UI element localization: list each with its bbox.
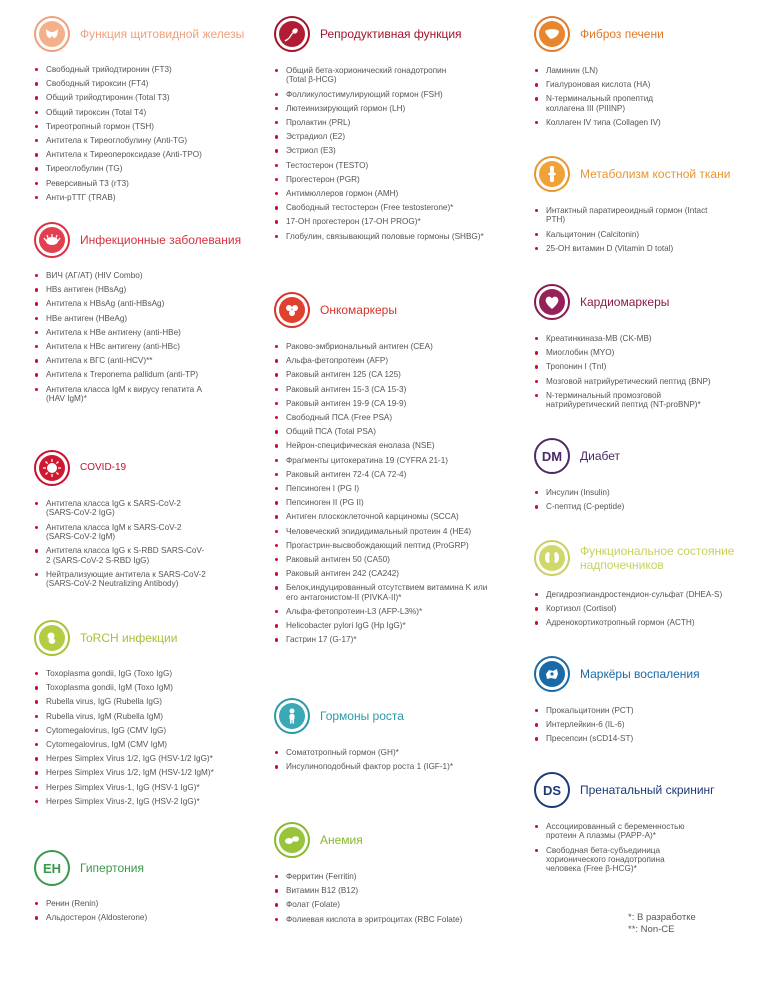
list-item: 25-OH витамин D (Vitamin D total) bbox=[534, 244, 744, 253]
list-item: Раковый антиген 72-4 (CA 72-4) bbox=[274, 470, 494, 479]
list-item: Мозговой натрийуретический пептид (BNP) bbox=[534, 377, 744, 386]
footnotes bbox=[628, 912, 696, 936]
list-item: Ренин (Renin) bbox=[34, 899, 234, 908]
list-item: Тиреоглобулин (TG) bbox=[34, 164, 254, 173]
list-item: Интактный паратиреоидный гормон (Intact PTH) bbox=[534, 206, 716, 225]
list-item: Антитела к Treponema pallidum (anti-TP) bbox=[34, 370, 244, 379]
section-title: Пренатальный скрининг bbox=[580, 783, 715, 797]
list-item: N-терминальный промозговой натрийуретический пептид (NT-proBNP)* bbox=[534, 391, 726, 410]
section-title: Кардиомаркеры bbox=[580, 295, 670, 309]
list-item: HBe антиген (HBeAg) bbox=[34, 314, 244, 323]
section-covid bbox=[34, 450, 234, 593]
list-item: Коллаген IV типа (Collagen IV) bbox=[534, 118, 734, 127]
list-item: Пепсиноген II (PG II) bbox=[274, 498, 494, 507]
section-title: COVID-19 bbox=[80, 462, 127, 473]
footnote-non-ce: **: Non-CE bbox=[628, 924, 675, 935]
sperm-icon bbox=[274, 16, 310, 52]
section-prenatal bbox=[534, 772, 734, 879]
list-item: Пепсиноген I (PG I) bbox=[274, 484, 494, 493]
list-item: Раковый антиген 242 (CA242) bbox=[274, 569, 494, 578]
section-anemia bbox=[274, 822, 494, 929]
list-item: Общий трийодтиронин (Total T3) bbox=[34, 93, 254, 102]
list-item: Антимюллеров гормон (AMH) bbox=[274, 189, 514, 198]
list-item: Фолликулостимулирующий гормон (FSH) bbox=[274, 90, 514, 99]
section-title: Функция щитовидной железы bbox=[80, 27, 245, 41]
list-item: Инсулиноподобный фактор роста 1 (IGF-1)* bbox=[274, 762, 494, 771]
list-item: Антитела к HBe антигену (anti-HBe) bbox=[34, 328, 244, 337]
section-title: Гипертония bbox=[80, 861, 144, 875]
list-item: Прогастрин-высвобождающий пептид (ProGRP) bbox=[274, 541, 494, 550]
list-item: Herpes Simplex Virus-1, IgG (HSV-1 IgG)* bbox=[34, 783, 254, 792]
list-item: Свободный тироксин (FT4) bbox=[34, 79, 254, 88]
list-item: Дегидроэпиандростендион-сульфат (DHEA-S) bbox=[534, 590, 744, 599]
bone-joint-icon bbox=[534, 156, 570, 192]
list-item: Cytomegalovirus, IgM (CMV IgM) bbox=[34, 740, 254, 749]
list-item: Антитела к HBc антигену (anti-HBc) bbox=[34, 342, 244, 351]
section-hypertension bbox=[34, 850, 234, 927]
section-title: Маркёры воспаления bbox=[580, 667, 700, 681]
list-item: Альфа-фетопротеин-L3 (AFP-L3%)* bbox=[274, 607, 494, 616]
cells-icon bbox=[274, 292, 310, 328]
list-item: Реверсивный T3 (rT3) bbox=[34, 179, 254, 188]
list-item: Интерлейкин-6 (IL-6) bbox=[534, 720, 734, 729]
list-item: N-терминальный пропептид коллагена III (PIIINP) bbox=[534, 94, 686, 113]
list-item: Человеческий эпидидимальный протеин 4 (HE4) bbox=[274, 527, 494, 536]
list-item: Общий тироксин (Total T4) bbox=[34, 108, 254, 117]
liver-icon bbox=[534, 16, 570, 52]
list-item: Свободный ПСА (Free PSA) bbox=[274, 413, 494, 422]
list-item: Креатинкиназа-MB (CK-MB) bbox=[534, 334, 744, 343]
footnote-in-development: *: В разработке bbox=[628, 912, 696, 923]
section-title: Метаболизм костной ткани bbox=[580, 167, 731, 181]
list-item: Анти-рТТГ (TRAB) bbox=[34, 193, 254, 202]
section-title: Анемия bbox=[320, 833, 363, 847]
list-item: Helicobacter pylori IgG (Hp IgG)* bbox=[274, 621, 494, 630]
list-item: Rubella virus, IgG (Rubella IgG) bbox=[34, 697, 254, 706]
section-title: Онкомаркеры bbox=[320, 303, 397, 317]
list-item: Rubella virus, IgM (Rubella IgM) bbox=[34, 712, 254, 721]
list-item: Тиреотропный гормон (TSH) bbox=[34, 122, 254, 131]
list-item: Гастрин 17 (G-17)* bbox=[274, 635, 494, 644]
section-adrenal bbox=[534, 540, 744, 633]
section-title: Диабет bbox=[580, 449, 621, 463]
list-item: HBs антиген (HBsAg) bbox=[34, 285, 244, 294]
list-item: Фолиевая кислота в эритроцитах (RBC Folate) bbox=[274, 915, 494, 924]
list-item: Белок,индуцированный отсутствием витамина K или его антагонистом-II (PIVKA-II)* bbox=[274, 583, 491, 602]
section-thyroid bbox=[34, 16, 254, 207]
list-item: Toxoplasma gondii, IgM (Toxo IgM) bbox=[34, 683, 254, 692]
list-item: Антитела класса IgG к S-RBD SARS-CoV-2 (SARS-CoV-2 S-RBD IgG) bbox=[34, 546, 206, 565]
section-title: Гормоны роста bbox=[320, 709, 404, 723]
list-item: Нейрон-специфическая енолаза (NSE) bbox=[274, 441, 494, 450]
pills-icon bbox=[274, 822, 310, 858]
list-item: ВИЧ (АГ/АТ) (HIV Combo) bbox=[34, 271, 244, 280]
list-item: Антитела класса IgM к вирусу гепатита А (HAV IgM)* bbox=[34, 385, 211, 404]
list-item: Прокальцитонин (PCT) bbox=[534, 706, 734, 715]
list-item: 17-OH прогестерон (17-OH PROG)* bbox=[274, 217, 514, 226]
section-cardio bbox=[534, 284, 744, 414]
fetus-icon bbox=[34, 620, 70, 656]
list-item: Прогестерон (PGR) bbox=[274, 175, 514, 184]
ds-icon: DS bbox=[534, 772, 570, 808]
list-item: Herpes Simplex Virus 1/2, IgG (HSV-1/2 IgG)* bbox=[34, 754, 254, 763]
section-title: Репродуктивная функция bbox=[320, 27, 462, 41]
section-growth bbox=[274, 698, 494, 776]
list-item: Пресепсин (sCD14-ST) bbox=[534, 734, 734, 743]
list-item: Соматотропный гормон (GH)* bbox=[274, 748, 494, 757]
list-item: Раковый антиген 19-9 (CA 19-9) bbox=[274, 399, 494, 408]
list-item: Свободный трийодтиронин (FT3) bbox=[34, 65, 254, 74]
list-item: Cytomegalovirus, IgG (CMV IgG) bbox=[34, 726, 254, 735]
list-item: Фолат (Folate) bbox=[274, 900, 494, 909]
list-item: Toxoplasma gondii, IgG (Toxo IgG) bbox=[34, 669, 254, 678]
list-item: Альфа-фетопротеин (AFP) bbox=[274, 356, 494, 365]
section-title: ToRCH инфекции bbox=[80, 631, 178, 645]
list-item: Пролактин (PRL) bbox=[274, 118, 514, 127]
list-item: Свободный тестостерон (Free testosterone)* bbox=[274, 203, 514, 212]
list-item: Витамин B12 (B12) bbox=[274, 886, 494, 895]
list-item: Эстрадиол (E2) bbox=[274, 132, 514, 141]
list-item: Кортизол (Cortisol) bbox=[534, 604, 744, 613]
thyroid-icon bbox=[34, 16, 70, 52]
coronavirus-icon bbox=[34, 450, 70, 486]
section-title: Фиброз печени bbox=[580, 27, 664, 41]
kidneys-icon bbox=[534, 540, 570, 576]
section-infection bbox=[34, 222, 244, 408]
section-oncology bbox=[274, 292, 494, 650]
list-item: Ферритин (Ferritin) bbox=[274, 872, 494, 881]
list-item: С-пептид (С-peptide) bbox=[534, 502, 734, 511]
section-reproductive bbox=[274, 16, 514, 246]
virus-icon bbox=[34, 222, 70, 258]
list-item: Нейтрализующие антитела к SARS-CoV-2 (SARS-CoV-2 Neutralizing Antibody) bbox=[34, 570, 224, 589]
list-item: Антиген плоскоклеточной карциномы (SCCA) bbox=[274, 512, 494, 521]
list-item: Herpes Simplex Virus 1/2, IgM (HSV-1/2 IgM)* bbox=[34, 768, 254, 777]
list-item: Адренокортикотропный гормон (ACTH) bbox=[534, 618, 744, 627]
list-item: Альдостерон (Aldosterone) bbox=[34, 913, 234, 922]
list-item: Раково-эмбриональный антиген (CEA) bbox=[274, 342, 494, 351]
list-item: Раковый антиген 50 (CA50) bbox=[274, 555, 494, 564]
list-item: Тропонин I (TnI) bbox=[534, 362, 744, 371]
list-item: Антитела к Тиреоглобулину (Anti-TG) bbox=[34, 136, 254, 145]
section-bone bbox=[534, 156, 744, 258]
section-inflammation bbox=[534, 656, 734, 749]
section-title: Инфекционные заболевания bbox=[80, 233, 242, 247]
list-item: Раковый антиген 15-3 (CA 15-3) bbox=[274, 385, 494, 394]
eh-icon: EH bbox=[34, 850, 70, 886]
section-title: Функциональное состояние надпочечников bbox=[580, 544, 735, 572]
list-item: Раковый антиген 125 (CA 125) bbox=[274, 370, 494, 379]
section-liver bbox=[534, 16, 734, 132]
inflammation-icon bbox=[534, 656, 570, 692]
list-item: Антитела класса IgM к SARS-CoV-2 (SARS-CoV-2 IgM) bbox=[34, 523, 196, 542]
section-torch bbox=[34, 620, 254, 811]
list-item: Антитела к Тиреопероксидазе (Anti-TPO) bbox=[34, 150, 254, 159]
child-icon bbox=[274, 698, 310, 734]
list-item: Миоглобин (MYO) bbox=[534, 348, 744, 357]
list-item: Антитела к ВГС (anti-HCV)** bbox=[34, 356, 244, 365]
list-item: Кальцитонин (Calcitonin) bbox=[534, 230, 744, 239]
list-item: Общий ПСА (Total PSA) bbox=[274, 427, 494, 436]
list-item: Антитела класса IgG к SARS-CoV-2 (SARS-CoV-2 IgG) bbox=[34, 499, 196, 518]
list-item: Инсулин (Insulin) bbox=[534, 488, 734, 497]
heart-icon bbox=[534, 284, 570, 320]
list-item: Ассоциированный с беременностью протеин А плазмы (PAPP-A)* bbox=[534, 822, 716, 841]
list-item: Лютеинизирующий гормон (LH) bbox=[274, 104, 514, 113]
list-item: Гиалуроновая кислота (HA) bbox=[534, 80, 734, 89]
list-item: Глобулин, связывающий половые гормоны (SHBG)* bbox=[274, 232, 514, 241]
list-item: Ламинин (LN) bbox=[534, 66, 734, 75]
list-item: Общий бета-хорионический гонадотропин (Total β-HCG) bbox=[274, 66, 461, 85]
list-item: Тестостерон (TESTO) bbox=[274, 161, 514, 170]
dm-icon: DM bbox=[534, 438, 570, 474]
list-item: Эстриол (E3) bbox=[274, 146, 514, 155]
list-item: Антитела к HBsAg (anti-HBsAg) bbox=[34, 299, 244, 308]
list-item: Свободная бета-субъединица хорионического гонадотропина человека (Free β-HCG)* bbox=[534, 846, 696, 874]
section-diabetes bbox=[534, 438, 734, 516]
list-item: Фрагменты цитокератина 19 (CYFRA 21-1) bbox=[274, 456, 494, 465]
list-item: Herpes Simplex Virus-2, IgG (HSV-2 IgG)* bbox=[34, 797, 254, 806]
